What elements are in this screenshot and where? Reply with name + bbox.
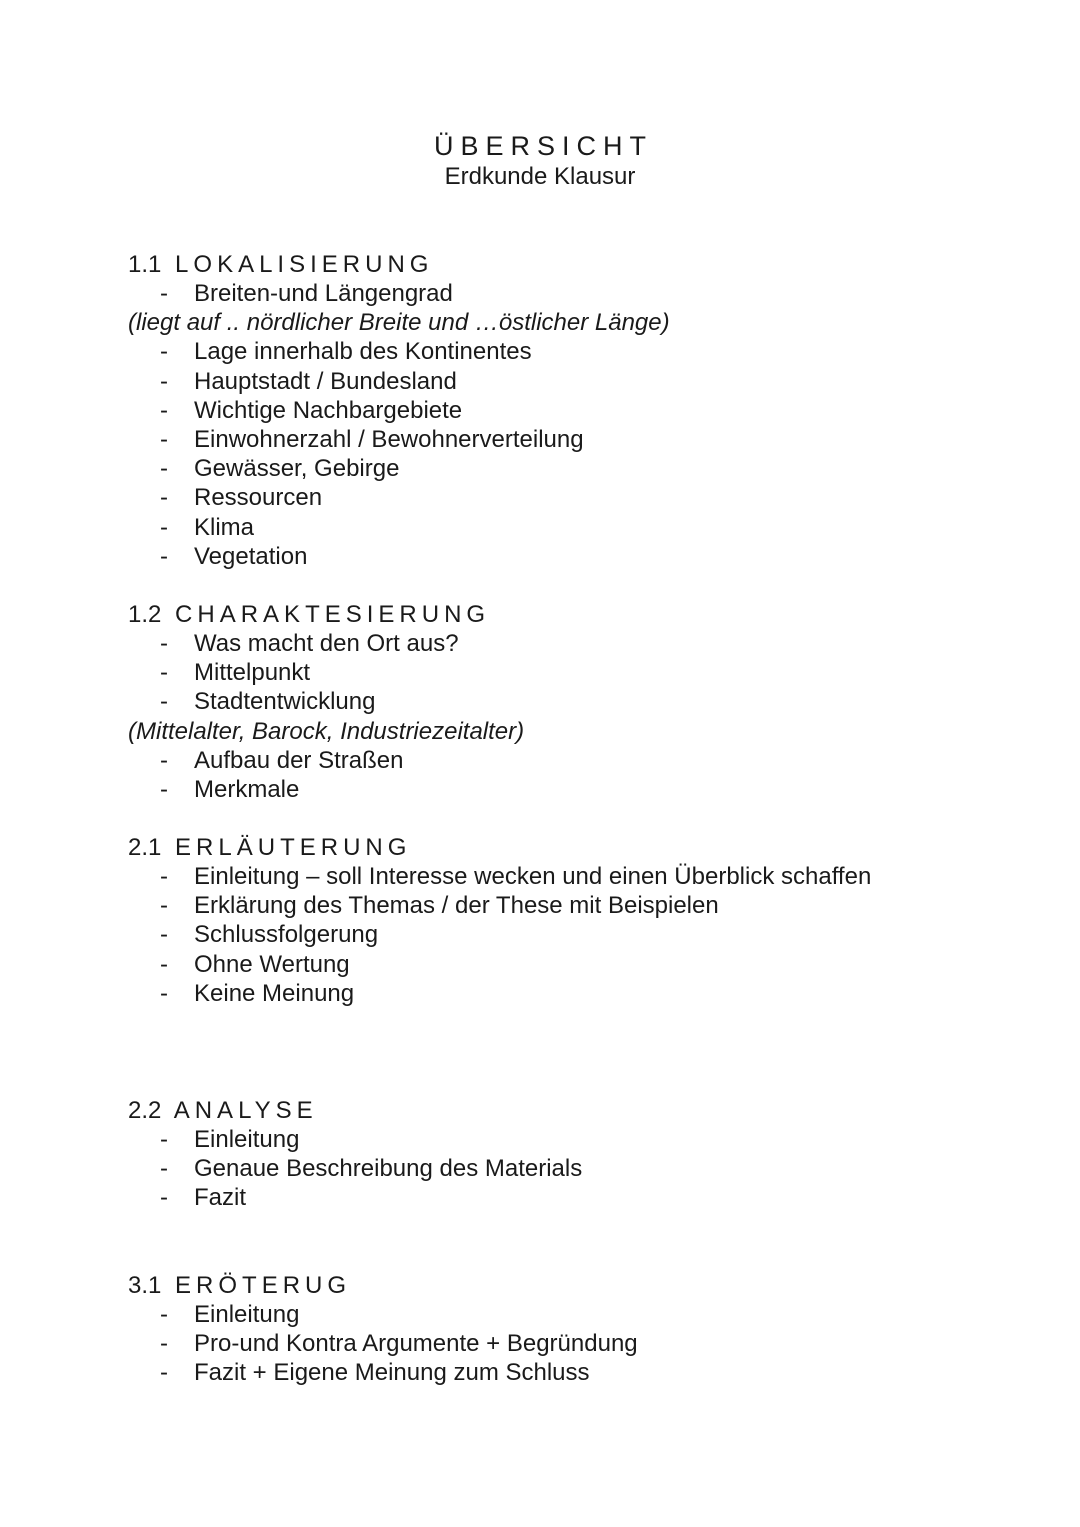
list-item-text: Vegetation <box>194 542 308 570</box>
list-item <box>128 1154 1028 1183</box>
list-item <box>128 396 1028 425</box>
bullet-dash: - <box>160 542 168 570</box>
section-eroerterung <box>128 1271 1028 1388</box>
list-item-text: Wichtige Nachbargebiete <box>194 396 463 424</box>
list-item-text: Hauptstadt / Bundesland <box>194 367 457 395</box>
section-title: LOKALISIERUNG <box>175 251 434 278</box>
bullet-dash: - <box>160 892 168 920</box>
bullet-dash: - <box>160 1184 168 1212</box>
list-item <box>128 1329 1028 1358</box>
page-title: ÜBERSICHT <box>433 131 653 161</box>
bullet-dash: - <box>160 1301 168 1328</box>
list-item-text: Lage innerhalb des Kontinentes <box>194 338 532 366</box>
list-item <box>128 1125 1028 1154</box>
list-item <box>128 950 1028 979</box>
list-item <box>128 687 1028 716</box>
list-item-text: Ohne Wertung <box>194 950 350 978</box>
list-item-text: Keine Meinung <box>194 979 355 1007</box>
section-list <box>128 1300 1028 1388</box>
list-item-text: Erklärung des Themas / der These mit Beispielen <box>194 892 719 920</box>
bullet-dash: - <box>160 1330 168 1358</box>
bullet-dash: - <box>160 979 168 1007</box>
bullet-dash: - <box>160 775 168 803</box>
list-item <box>128 279 1028 308</box>
section-list <box>128 629 1028 804</box>
list-item-text: Ressourcen <box>194 484 323 512</box>
list-item-text: Stadtentwicklung <box>194 688 376 716</box>
list-item-text: Einleitung <box>194 1126 300 1153</box>
list-item <box>128 454 1028 483</box>
section-heading <box>128 1096 1028 1125</box>
list-item-text: Breiten-und Längengrad <box>194 280 453 307</box>
list-item-text: Schlussfolgerung <box>194 921 379 949</box>
list-item-text: Mittelpunkt <box>194 659 311 687</box>
list-item <box>128 367 1028 396</box>
list-item <box>128 920 1028 949</box>
list-item-text: Aufbau der Straßen <box>194 746 404 774</box>
list-item <box>128 1300 1028 1329</box>
section-heading <box>128 250 1028 279</box>
list-item-text: Fazit + Eigene Meinung zum Schluss <box>194 1359 590 1387</box>
list-item-text: Fazit <box>194 1184 247 1212</box>
bullet-dash: - <box>160 513 168 541</box>
note-line: (Mittelalter, Barock, Industriezeitalter) <box>128 717 525 745</box>
section-list <box>128 862 1028 1008</box>
section-number: 2.1 <box>128 834 162 861</box>
section-charakterisierung <box>128 600 1028 804</box>
section-number: 2.2 <box>128 1097 162 1124</box>
bullet-dash: - <box>160 659 168 687</box>
section-analyse <box>128 1096 1028 1213</box>
bullet-dash: - <box>160 688 168 716</box>
list-item <box>128 629 1028 658</box>
list-item-text: Merkmale <box>194 775 300 803</box>
section-title: CHARAKTESIERUNG <box>175 601 491 628</box>
section-heading <box>128 833 1028 862</box>
bullet-dash: - <box>160 863 168 890</box>
page-subtitle: Erdkunde Klausur <box>444 163 636 190</box>
section-list <box>128 1125 1028 1213</box>
section-heading <box>128 1271 1028 1300</box>
bullet-dash: - <box>160 921 168 949</box>
bullet-dash: - <box>160 338 168 366</box>
bullet-dash: - <box>160 484 168 512</box>
list-item <box>128 979 1028 1008</box>
section-number: 1.2 <box>128 601 162 628</box>
section-title: ERÖTERUG <box>175 1272 352 1299</box>
title-block <box>0 130 1080 192</box>
list-item <box>128 542 1028 571</box>
section-number: 3.1 <box>128 1272 162 1299</box>
section-heading <box>128 600 1028 629</box>
list-item <box>128 658 1028 687</box>
list-item-text: Einleitung <box>194 1301 300 1328</box>
list-item-text: Pro-und Kontra Argumente + Begründung <box>194 1330 638 1358</box>
section-number: 1.1 <box>128 251 162 278</box>
list-item-text: Was macht den Ort aus? <box>194 630 459 657</box>
list-item <box>128 891 1028 920</box>
list-item <box>128 1358 1028 1387</box>
section-title: ERLÄUTERUNG <box>175 834 412 861</box>
list-item <box>128 775 1028 804</box>
list-item <box>128 483 1028 512</box>
bullet-dash: - <box>160 746 168 774</box>
section-title: ANALYSE <box>173 1097 318 1124</box>
list-item-text: Genaue Beschreibung des Materials <box>194 1155 583 1183</box>
bullet-dash: - <box>160 950 168 978</box>
list-item <box>128 862 1028 891</box>
list-item <box>128 1183 1028 1212</box>
bullet-dash: - <box>160 455 168 483</box>
list-item-text: Gewässer, Gebirge <box>194 455 400 483</box>
section-lokalisierung <box>128 250 1028 571</box>
list-item <box>128 746 1028 775</box>
bullet-dash: - <box>160 280 168 307</box>
list-item-text: Klima <box>194 513 255 541</box>
bullet-dash: - <box>160 396 168 424</box>
section-list <box>128 279 1028 571</box>
list-item-text: Einwohnerzahl / Bewohnerverteilung <box>194 425 584 453</box>
note-line: (liegt auf .. nördlicher Breite und …östlicher Länge) <box>128 309 670 337</box>
bullet-dash: - <box>160 1155 168 1183</box>
list-item <box>128 513 1028 542</box>
bullet-dash: - <box>160 1126 168 1153</box>
section-erlaeuterung <box>128 833 1028 1008</box>
bullet-dash: - <box>160 1359 168 1387</box>
list-item <box>128 425 1028 454</box>
list-item-text: Einleitung – soll Interesse wecken und einen Überblick schaffen <box>194 863 872 890</box>
bullet-dash: - <box>160 630 168 657</box>
bullet-dash: - <box>160 367 168 395</box>
list-item <box>128 337 1028 366</box>
bullet-dash: - <box>160 425 168 453</box>
